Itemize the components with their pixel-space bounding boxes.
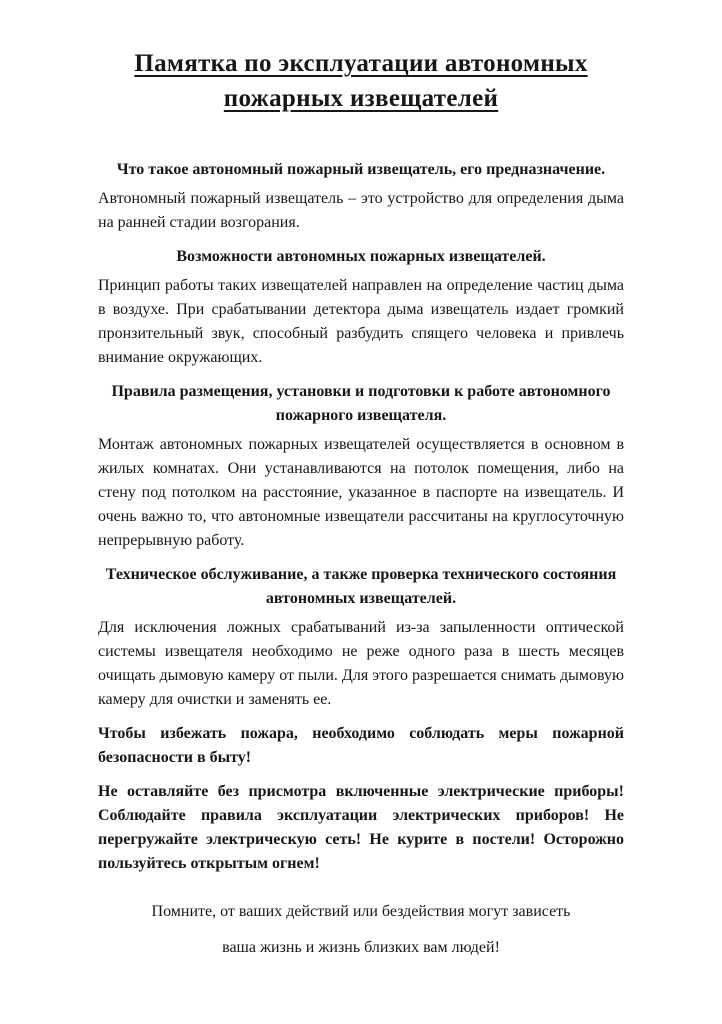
footer-line-1: Помните, от ваших действий или бездействия могут зависеть <box>151 903 571 920</box>
section-body-maintenance: Для исключения ложных срабатываний из-за запыленности оптической системы извещателя необходимо не реже одного раза в шесть месяцев очищать дымовую камеру от пыли. Для этого разрешается снимать дымовую камеру для очистки и заменять ее. <box>98 619 624 708</box>
warning-fire-safety-measures: Чтобы избежать пожара, необходимо соблюдать меры пожарной безопасности в быту! <box>98 725 624 766</box>
section-heading-maintenance: Техническое обслуживание, а также проверка технического состояния автономных извещателей. <box>105 566 617 607</box>
warning-electrical-appliances: Не оставляйте без присмотра включенные электрические приборы! Соблюдайте правила эксплуатации электрических приборов! Не перегружайте электрическую сеть! Не курите в постели! Осторожно пользуйтесь открытым огнем! <box>98 783 624 872</box>
section-body-installation-rules: Монтаж автономных пожарных извещателей осуществляется в основном в жилых комнатах. Они устанавливаются на потолок помещения, либо на стену под потолком на расстояние, указанное в паспорте на извещатель. И очень важно то, что автономные извещатели рассчитаны на круглосуточную непрерывную работу. <box>98 436 624 549</box>
section-body-capabilities: Принцип работы таких извещателей направлен на определение частиц дыма в воздухе. При срабатывании детектора дыма извещатель издает громкий пронзительный звук, способный разбудить спящего человека и привлечь внимание окружающих. <box>98 277 624 366</box>
section-body-what-is-detector: Автономный пожарный извещатель – это устройство для определения дыма на ранней стадии возгорания. <box>98 190 624 231</box>
section-heading-what-is-detector: Что такое автономный пожарный извещатель, его предназначение. <box>116 161 606 178</box>
section-heading-installation-rules: Правила размещения, установки и подготовки к работе автономного пожарного извещателя. <box>111 383 611 424</box>
footer-line-2: ваша жизнь и жизнь близких вам людей! <box>222 939 500 956</box>
section-heading-capabilities: Возможности автономных пожарных извещателей. <box>176 248 546 265</box>
footer <box>98 900 624 960</box>
document-title: Памятка по эксплуатации автономных пожарных извещателей <box>134 50 588 112</box>
